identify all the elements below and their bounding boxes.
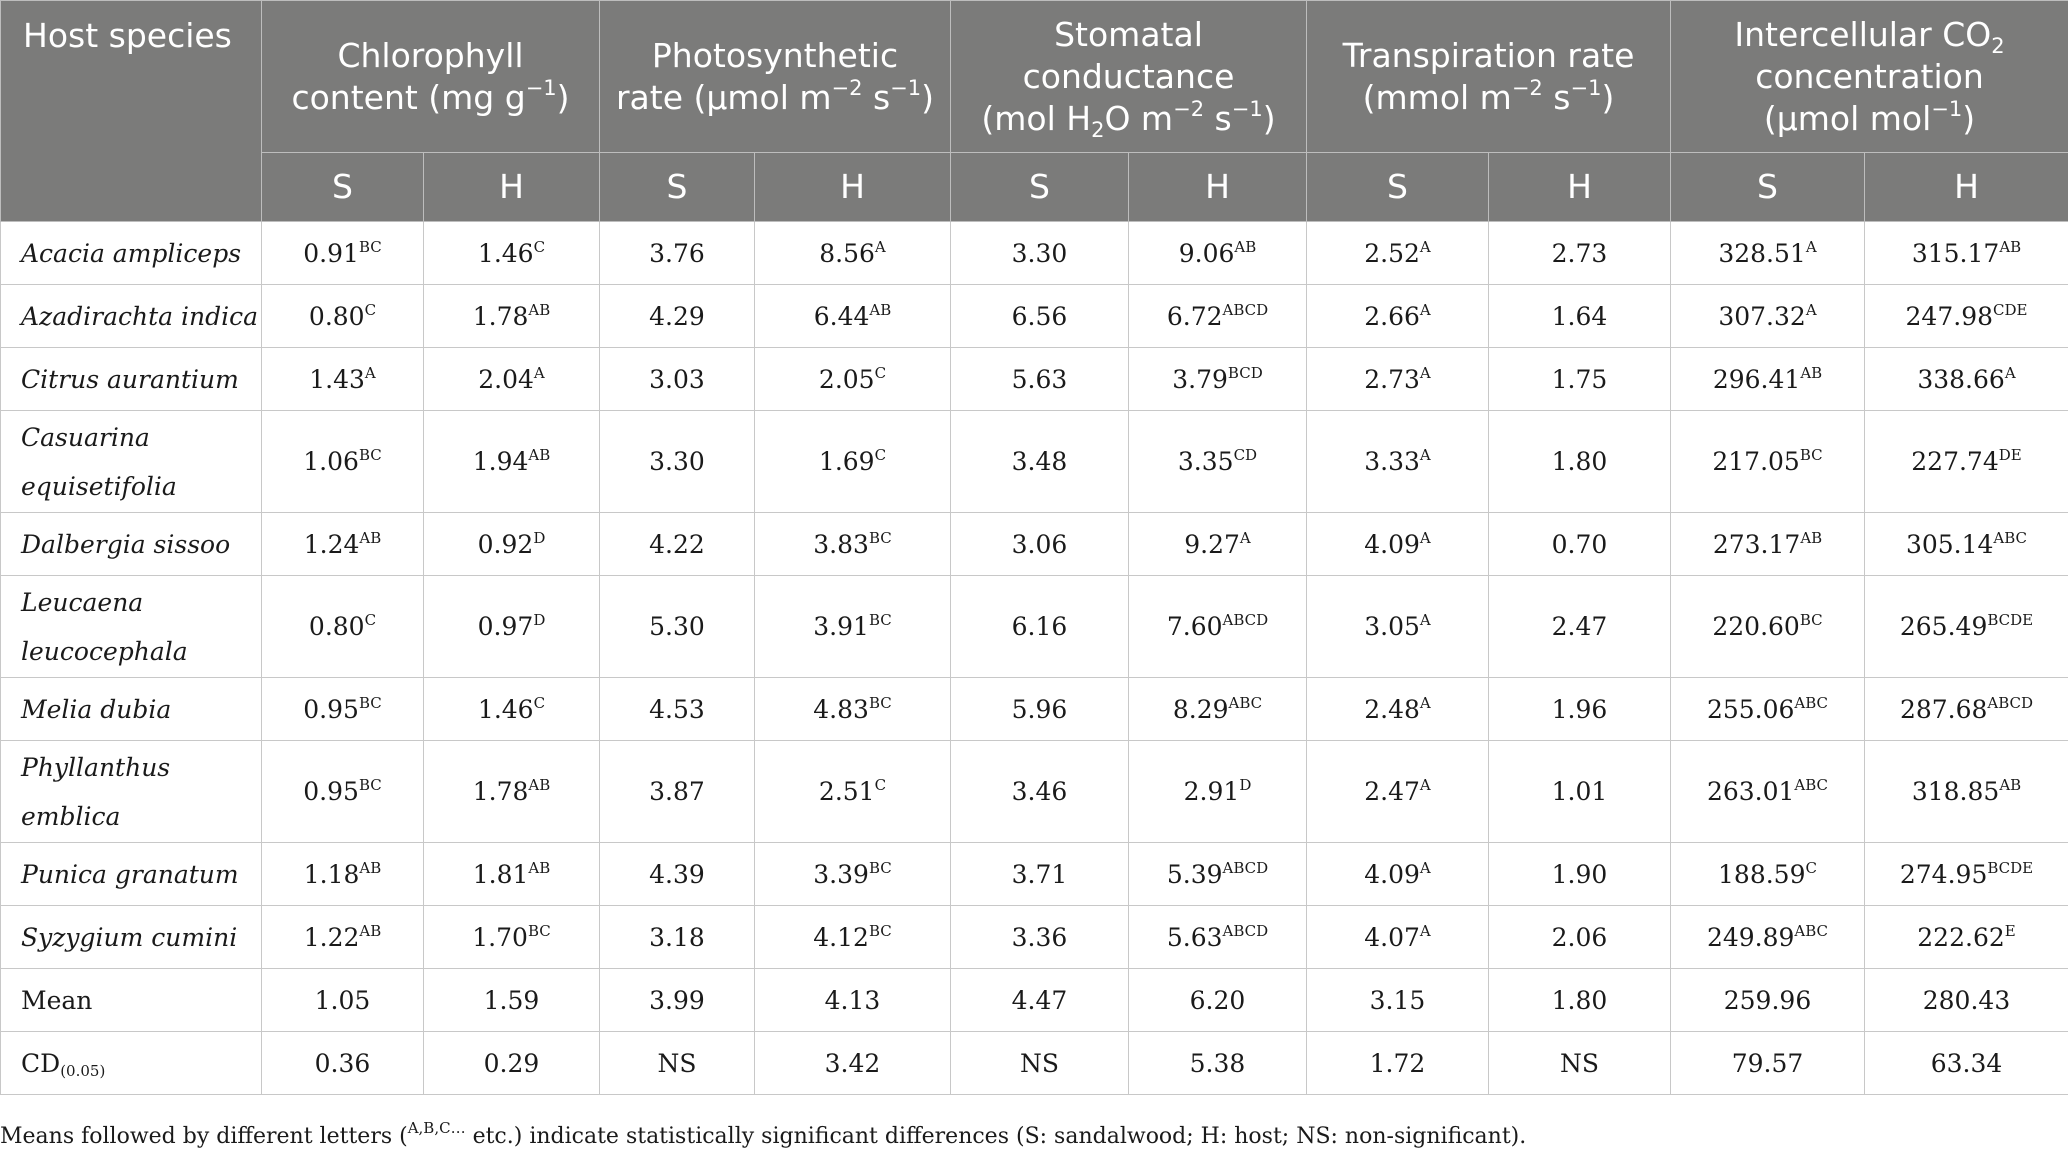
subheader-s: S bbox=[1307, 153, 1489, 222]
value-cell: 3.71 bbox=[951, 843, 1129, 906]
value-cell: 3.15 bbox=[1307, 969, 1489, 1032]
value-cell: 3.46 bbox=[951, 741, 1129, 843]
value-cell: $1.69^C$ bbox=[755, 411, 951, 513]
value-cell: $1.22^{AB}$ bbox=[262, 906, 424, 969]
value-cell: $2.73^A$ bbox=[1307, 348, 1489, 411]
value-cell: $0.91^{BC}$ bbox=[262, 222, 424, 285]
value-cell: 6.20 bbox=[1129, 969, 1307, 1032]
value-cell: 227.74DE bbox=[1865, 411, 2068, 513]
host-species-cell: Phyllanthus emblica bbox=[1, 741, 262, 843]
table-row bbox=[1, 843, 2068, 906]
host-species-cell: Citrus aurantium bbox=[1, 348, 262, 411]
value-cell: $315.17^{AB}$ bbox=[1865, 222, 2068, 285]
value-cell: 3.42 bbox=[755, 1032, 951, 1095]
value-cell: $0.80^C$ bbox=[262, 576, 424, 678]
value-cell: $296.41^{AB}$ bbox=[1671, 348, 1865, 411]
subheader-h: H bbox=[755, 153, 951, 222]
value-cell: 1.59 bbox=[424, 969, 600, 1032]
value-cell: $328.51^A$ bbox=[1671, 222, 1865, 285]
value-cell: 280.43 bbox=[1865, 969, 2068, 1032]
value-cell: 3.06 bbox=[951, 513, 1129, 576]
header-row-groups bbox=[1, 1, 2068, 153]
table-row bbox=[1, 348, 2068, 411]
value-cell: $287.68^{ABCD}$ bbox=[1865, 678, 2068, 741]
value-cell: $7.60^{ABCD}$ bbox=[1129, 576, 1307, 678]
subheader-s: S bbox=[951, 153, 1129, 222]
value-cell: $8.29^{ABC}$ bbox=[1129, 678, 1307, 741]
value-cell: NS bbox=[951, 1032, 1129, 1095]
value-cell: 63.34 bbox=[1865, 1032, 2068, 1095]
table-row bbox=[1, 411, 2068, 513]
value-cell: $222.62^E$ bbox=[1865, 906, 2068, 969]
value-cell: $9.06^{AB}$ bbox=[1129, 222, 1307, 285]
value-cell: $3.91^{BC}$ bbox=[755, 576, 951, 678]
value-cell: 0.29 bbox=[424, 1032, 600, 1095]
value-cell: 3.18 bbox=[600, 906, 755, 969]
value-cell: 259.96 bbox=[1671, 969, 1865, 1032]
value-cell: 5.63 bbox=[951, 348, 1129, 411]
value-cell: $1.18^{AB}$ bbox=[262, 843, 424, 906]
value-cell: 3.03 bbox=[600, 348, 755, 411]
value-cell: 2.47 bbox=[1489, 576, 1671, 678]
value-cell: $2.47^A$ bbox=[1307, 741, 1489, 843]
subheader-h: H bbox=[1865, 153, 2068, 222]
value-cell: $4.07^A$ bbox=[1307, 906, 1489, 969]
value-cell: 3.87 bbox=[600, 741, 755, 843]
value-cell: $1.46^C$ bbox=[424, 222, 600, 285]
host-species-cell: Azadirachta indica bbox=[1, 285, 262, 348]
value-cell: 3.48 bbox=[951, 411, 1129, 513]
header-transpiration-rate: Transpiration rate (mmol $m^{-2}$ $s^{-1}$) bbox=[1307, 1, 1671, 153]
value-cell: NS bbox=[600, 1032, 755, 1095]
value-cell: $5.39^{ABCD}$ bbox=[1129, 843, 1307, 906]
value-cell: $188.59^C$ bbox=[1671, 843, 1865, 906]
value-cell: 1.75 bbox=[1489, 348, 1671, 411]
value-cell: $0.92^D$ bbox=[424, 513, 600, 576]
host-species-cell: Punica granatum bbox=[1, 843, 262, 906]
value-cell: $265.49^{BCDE}$ bbox=[1865, 576, 2068, 678]
value-cell: $3.05^A$ bbox=[1307, 576, 1489, 678]
value-cell: 1.64 bbox=[1489, 285, 1671, 348]
subheader-h: H bbox=[1489, 153, 1671, 222]
value-cell: 3.76 bbox=[600, 222, 755, 285]
table-row bbox=[1, 1032, 2068, 1095]
value-cell: $1.43^A$ bbox=[262, 348, 424, 411]
value-cell: $247.98^{CDE}$ bbox=[1865, 285, 2068, 348]
header-intercellular-co2: Intercellular $CO_2$ concentration (µmol mol$^{-1}$) bbox=[1671, 1, 2068, 153]
table-row bbox=[1, 906, 2068, 969]
table-row bbox=[1, 513, 2068, 576]
value-cell: $1.24^{AB}$ bbox=[262, 513, 424, 576]
host-species-cell: Melia dubia bbox=[1, 678, 262, 741]
value-cell: $220.60^{BC}$ bbox=[1671, 576, 1865, 678]
value-cell: 1.96 bbox=[1489, 678, 1671, 741]
value-cell: $0.95^{BC}$ bbox=[262, 678, 424, 741]
subheader-h: H bbox=[1129, 153, 1307, 222]
value-cell: $2.91^D$ bbox=[1129, 741, 1307, 843]
value-cell: 5.96 bbox=[951, 678, 1129, 741]
value-cell: $2.52^A$ bbox=[1307, 222, 1489, 285]
value-cell: $9.27^A$ bbox=[1129, 513, 1307, 576]
value-cell: $4.12^{BC}$ bbox=[755, 906, 951, 969]
value-cell: 4.13 bbox=[755, 969, 951, 1032]
value-cell: $1.81^{AB}$ bbox=[424, 843, 600, 906]
value-cell: 1.05 bbox=[262, 969, 424, 1032]
table-row bbox=[1, 222, 2068, 285]
value-cell: $1.46^C$ bbox=[424, 678, 600, 741]
value-cell: $263.01^{ABC}$ bbox=[1671, 741, 1865, 843]
value-cell: $2.48^A$ bbox=[1307, 678, 1489, 741]
value-cell: $2.51^C$ bbox=[755, 741, 951, 843]
value-cell: 5.38 bbox=[1129, 1032, 1307, 1095]
host-species-cell: Dalbergia sissoo bbox=[1, 513, 262, 576]
value-cell: 4.22 bbox=[600, 513, 755, 576]
value-cell: NS bbox=[1489, 1032, 1671, 1095]
value-cell: $2.66^A$ bbox=[1307, 285, 1489, 348]
header-row-subcolumns bbox=[1, 153, 2068, 222]
value-cell: 6.16 bbox=[951, 576, 1129, 678]
value-cell: $217.05^{BC}$ bbox=[1671, 411, 1865, 513]
value-cell: 3.30 bbox=[600, 411, 755, 513]
value-cell: 4.53 bbox=[600, 678, 755, 741]
value-cell: $4.09^A$ bbox=[1307, 843, 1489, 906]
value-cell: 4.39 bbox=[600, 843, 755, 906]
value-cell: $5.63^{ABCD}$ bbox=[1129, 906, 1307, 969]
value-cell: $307.32^A$ bbox=[1671, 285, 1865, 348]
value-cell: $255.06^{ABC}$ bbox=[1671, 678, 1865, 741]
value-cell: 4.29 bbox=[600, 285, 755, 348]
subheader-s: S bbox=[262, 153, 424, 222]
value-cell: $0.95^{BC}$ bbox=[262, 741, 424, 843]
value-cell: $3.79^{BCD}$ bbox=[1129, 348, 1307, 411]
host-species-cell: $CD_{(0.05)}$ bbox=[1, 1032, 262, 1095]
host-species-cell: Casuarina equisetifolia bbox=[1, 411, 262, 513]
value-cell: $8.56^A$ bbox=[755, 222, 951, 285]
value-cell: 2.06 bbox=[1489, 906, 1671, 969]
value-cell: 3.99 bbox=[600, 969, 755, 1032]
value-cell: $4.83^{BC}$ bbox=[755, 678, 951, 741]
value-cell: 1.80 bbox=[1489, 969, 1671, 1032]
table-footnote: Means followed by different letters ($^{A,B,C\dots}$ etc.) indicate statistically significant differences (S: sandalwood; H: host; NS: non-significant). bbox=[0, 1119, 1527, 1149]
table-body bbox=[1, 222, 2068, 1095]
value-cell: 0.70 bbox=[1489, 513, 1671, 576]
value-cell: $249.89^{ABC}$ bbox=[1671, 906, 1865, 969]
value-cell: $3.39^{BC}$ bbox=[755, 843, 951, 906]
value-cell: $1.94^{AB}$ bbox=[424, 411, 600, 513]
value-cell: 1.01 bbox=[1489, 741, 1671, 843]
host-species-cell: Mean bbox=[1, 969, 262, 1032]
subheader-s: S bbox=[1671, 153, 1865, 222]
table-row bbox=[1, 741, 2068, 843]
value-cell: $305.14^{ABC}$ bbox=[1865, 513, 2068, 576]
value-cell: $2.04^A$ bbox=[424, 348, 600, 411]
header-host-species: Host species bbox=[1, 1, 262, 222]
host-species-cell: Syzygium cumini bbox=[1, 906, 262, 969]
value-cell: $0.97^D$ bbox=[424, 576, 600, 678]
table-row bbox=[1, 576, 2068, 678]
value-cell: $3.35^{CD}$ bbox=[1129, 411, 1307, 513]
value-cell: $6.44^{AB}$ bbox=[755, 285, 951, 348]
table-row bbox=[1, 285, 2068, 348]
subheader-s: S bbox=[600, 153, 755, 222]
header-stomatal-conductance: Stomatal conductance (mol $H_2O$ $m^{-2}$ $s^{-1}$) bbox=[951, 1, 1307, 153]
value-cell: $3.83^{BC}$ bbox=[755, 513, 951, 576]
table-row bbox=[1, 969, 2068, 1032]
value-cell: $273.17^{AB}$ bbox=[1671, 513, 1865, 576]
value-cell: $3.33^A$ bbox=[1307, 411, 1489, 513]
value-cell: 1.90 bbox=[1489, 843, 1671, 906]
value-cell: $1.78^{AB}$ bbox=[424, 741, 600, 843]
header-photosynthetic-rate: Photosynthetic rate (µmol $m^{-2}$ $s^{-1}$) bbox=[600, 1, 951, 153]
value-cell: 1.80 bbox=[1489, 411, 1671, 513]
value-cell: 3.30 bbox=[951, 222, 1129, 285]
host-species-cell: Acacia ampliceps bbox=[1, 222, 262, 285]
value-cell: $2.05^C$ bbox=[755, 348, 951, 411]
value-cell: 0.36 bbox=[262, 1032, 424, 1095]
host-species-cell: Leucaena leucocephala bbox=[1, 576, 262, 678]
value-cell: 1.72 bbox=[1307, 1032, 1489, 1095]
value-cell: $318.85^{AB}$ bbox=[1865, 741, 2068, 843]
value-cell: 79.57 bbox=[1671, 1032, 1865, 1095]
value-cell: $1.06^{BC}$ bbox=[262, 411, 424, 513]
value-cell: $1.78^{AB}$ bbox=[424, 285, 600, 348]
value-cell: $274.95^{BCDE}$ bbox=[1865, 843, 2068, 906]
value-cell: $6.72^{ABCD}$ bbox=[1129, 285, 1307, 348]
value-cell: 4.47 bbox=[951, 969, 1129, 1032]
value-cell: $1.70^{BC}$ bbox=[424, 906, 600, 969]
table-row bbox=[1, 678, 2068, 741]
header-chlorophyll: Chlorophyll content (mg $g^{-1}$) bbox=[262, 1, 600, 153]
value-cell: 3.36 bbox=[951, 906, 1129, 969]
value-cell: $0.80^C$ bbox=[262, 285, 424, 348]
value-cell: 2.73 bbox=[1489, 222, 1671, 285]
subheader-h: H bbox=[424, 153, 600, 222]
value-cell: $338.66^A$ bbox=[1865, 348, 2068, 411]
value-cell: 5.30 bbox=[600, 576, 755, 678]
value-cell: $4.09^A$ bbox=[1307, 513, 1489, 576]
value-cell: 6.56 bbox=[951, 285, 1129, 348]
